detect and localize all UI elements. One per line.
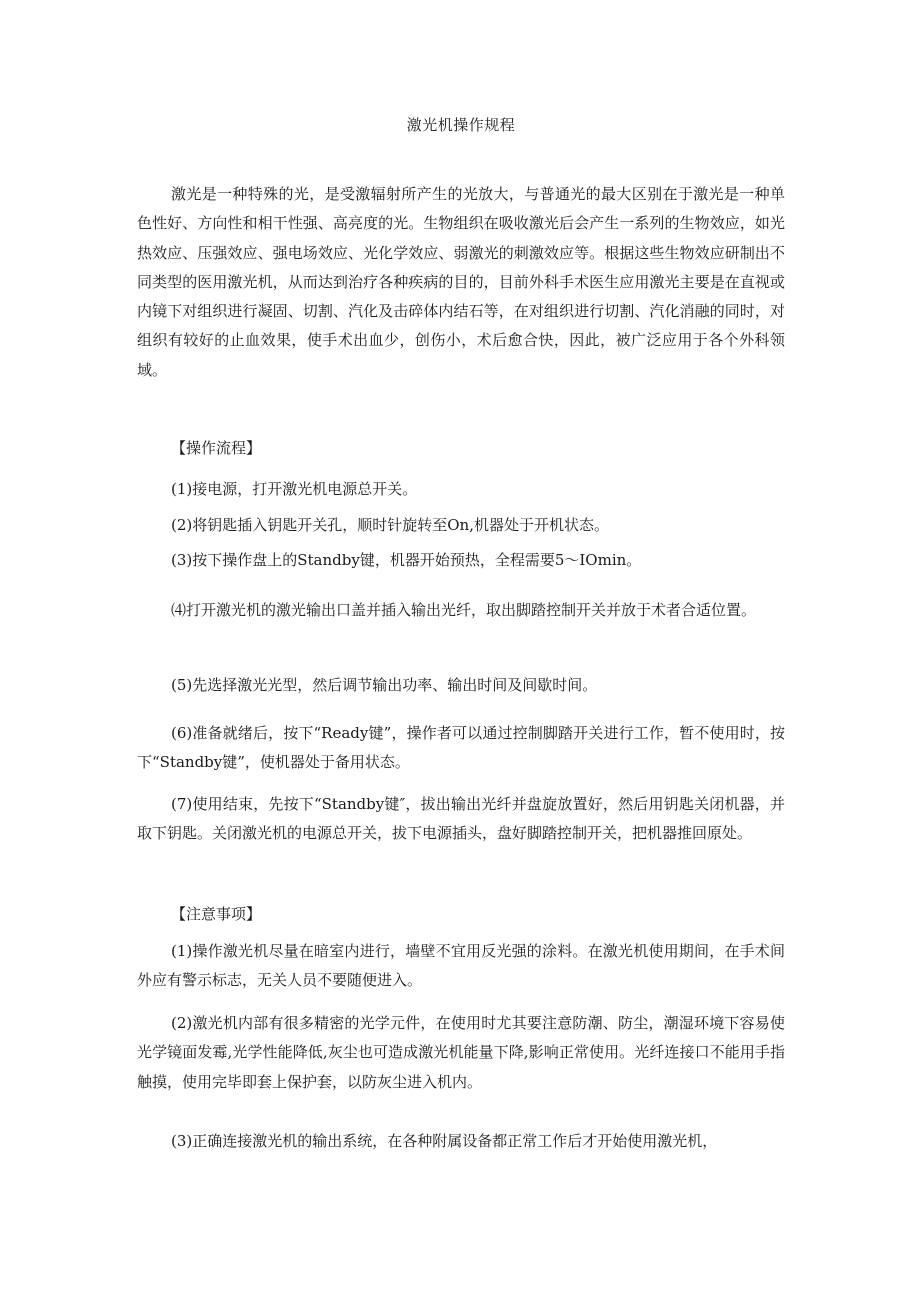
note-1: (1)操作激光机尽量在暗室内进行，墙壁不宜用反光强的涂料。在激光机使用期间，在手术间外应有警示标志，无关人员不要随便进入。	[137, 942, 785, 990]
operation-step-6: (6)准备就绪后，按下“Ready键”，操作者可以通过控制脚踏开关进行工作，暂不使用时，按下“Standby键”，使机器处于备用状态。	[137, 724, 785, 772]
intro-paragraph: 激光是一种特殊的光，是受激辐射所产生的光放大，与普通光的最大区别在于激光是一种单色性好、方向性和相干性强、高亮度的光。生物组织在吸收激光后会产生一系列的生物效应，如光热效应、压强效应、强电场效应、光化学效应、弱激光的刺激效应等。根据这些生物效应研制出不同类型的医用激光机，从而达到治疗各种疾病的目的，目前外科手术医生应用激光主要是在直视或内镜下对组织进行凝固、切割、汽化及击碎体内结石等，在对组织进行切割、汽化消融的同时，对组织有较好的止血效果，使手术出血少，创伤小，术后愈合快，因此，被广泛应用于各个外科领域。	[137, 185, 785, 379]
notes-heading: 【注意事项】	[171, 905, 262, 923]
page-title: 激光机操作规程	[406, 116, 516, 134]
operation-step-5: (5)先选择激光光型，然后调节输出功率、输出时间及间歇时间。	[171, 676, 598, 694]
operation-step-2: (2)将钥匙插入钥匙开关孔，顺时针旋转至On,机器处于开机状态。	[171, 516, 609, 534]
note-2: (2)激光机内部有很多精密的光学元件，在使用时尤其要注意防潮、防尘，潮湿环境下容易使光学镜面发霉,光学性能降低,灰尘也可造成激光机能量下降,影响正常使用。光纤连接口不能用手指触摸，使用完毕即套上保护套，以防灰尘进入机内。	[137, 1014, 785, 1091]
note-3: (3)正确连接激光机的输出系统，在各种附属设备都正常工作后才开始使用激光机，	[171, 1132, 718, 1150]
operation-step-4: ⑷打开激光机的激光输出口盖并插入输出光纤，取出脚踏控制开关并放于术者合适位置。	[171, 601, 757, 619]
operation-step-1: (1)接电源，打开激光机电源总开关。	[171, 480, 418, 498]
operation-step-3: (3)按下操作盘上的Standby键，机器开始预热，全程需要5～IOmin。	[171, 551, 642, 569]
operation-step-7: (7)使用结束，先按下“Standby键″，拔出输出光纤并盘旋放置好，然后用钥匙关闭机器，并取下钥匙。关闭激光机的电源总开关，拔下电源插头，盘好脚踏控制开关，把机器推回原处。	[137, 795, 785, 843]
operation-heading: 【操作流程】	[171, 439, 262, 457]
